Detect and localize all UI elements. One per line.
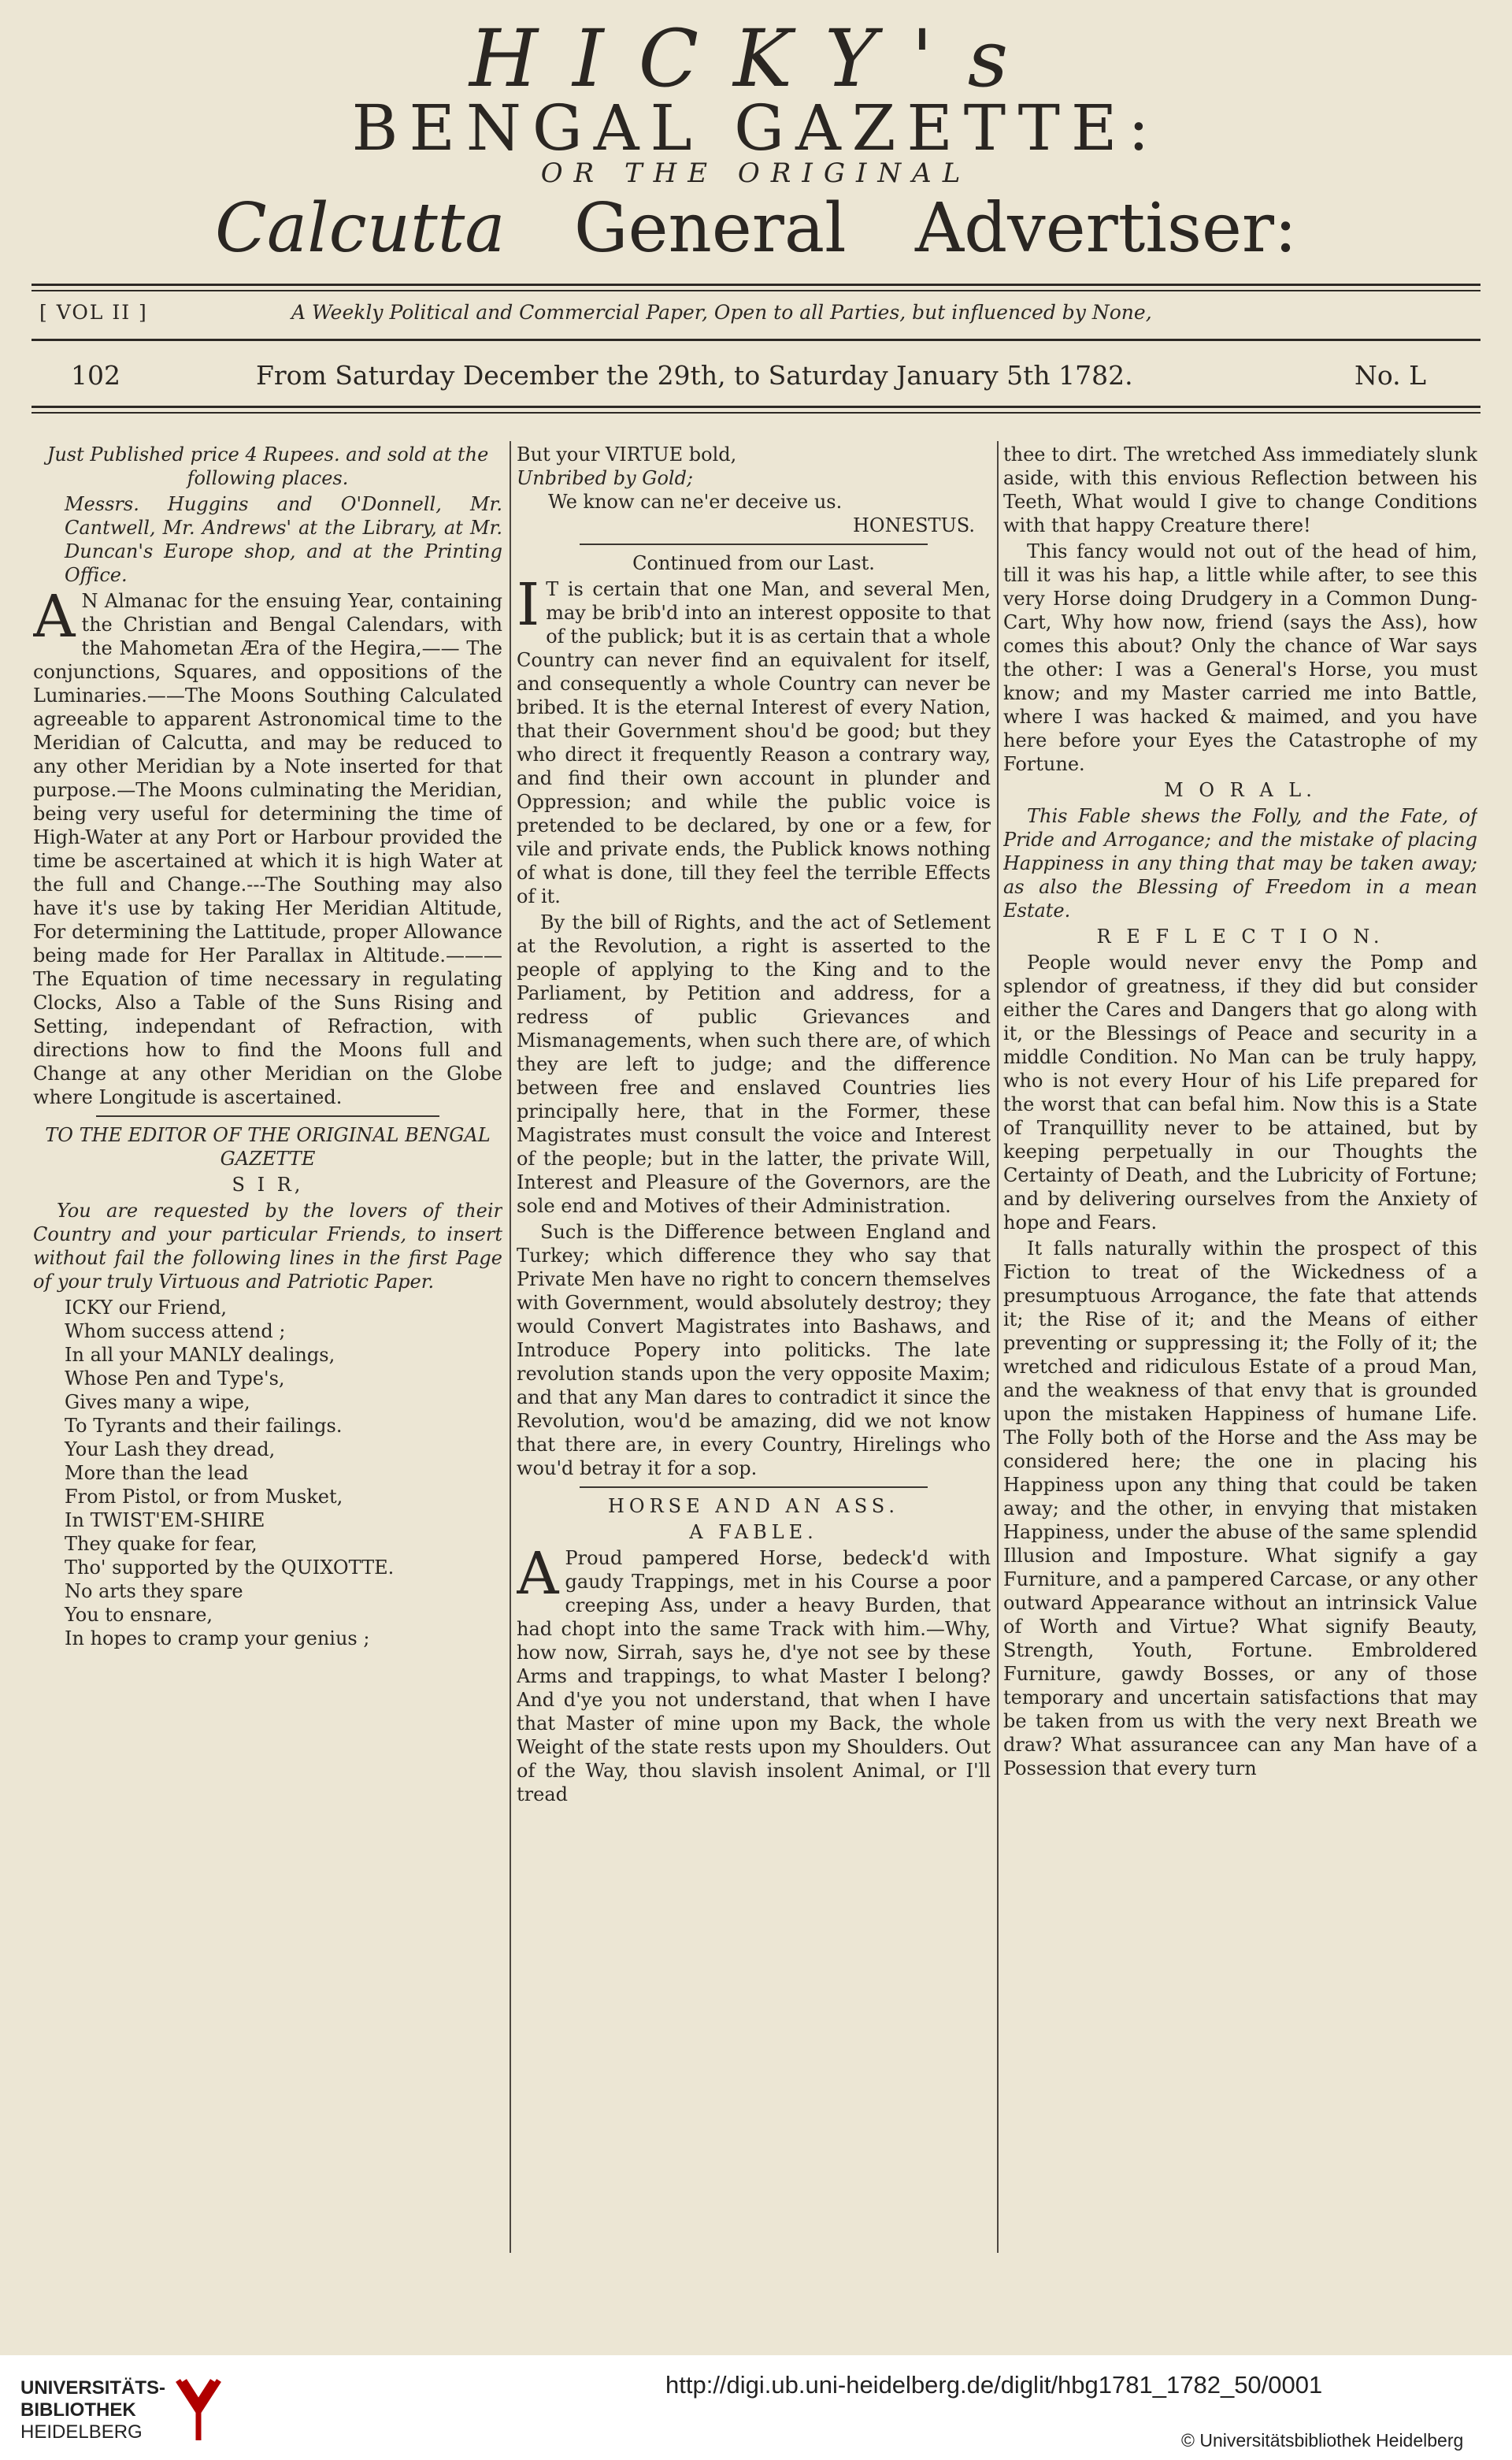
poem-line: They quake for fear,: [65, 1533, 258, 1555]
library-name: [20, 2377, 165, 2443]
almanac-ad-places: Messrs. Huggins and O'Donnell, Mr. Cantwell, Mr. Andrews' at the Library, at Mr. Duncan's Europe shop, and at the Printing Office.: [65, 493, 502, 586]
date-rule-bottom: [32, 406, 1480, 408]
date-row: [32, 356, 1480, 395]
almanac-ad-heading: Just Published price 4 Rupees. and sold at the following places.: [46, 443, 489, 489]
fable-title: HORSE AND AN ASS.: [608, 1495, 899, 1517]
date-rule-bottom-thin: [32, 412, 1480, 414]
masthead-general-advertiser: General Advertiser:: [573, 189, 1297, 268]
column-1-separator: [96, 1115, 439, 1117]
poem-line: You to ensnare,: [65, 1604, 213, 1626]
poem-line: More than the lead: [65, 1462, 249, 1484]
poem-line: Whose Pen and Type's,: [65, 1367, 285, 1390]
almanac-ad-body: [33, 583, 502, 1109]
column-2-separator: [580, 544, 928, 545]
masthead-subtitle-original: OR THE ORIGINAL: [540, 158, 972, 189]
masthead-rule-top: [32, 284, 1480, 286]
poem-line: No arts they spare: [65, 1580, 243, 1602]
column-2: [517, 443, 991, 2254]
library-name-line: HEIDELBERG: [20, 2421, 143, 2443]
almanac-ad-text: N Almanac for the ensuing Year, containing the Christian and Bengal Calendars, with the Mahometan Æra of the Hegira,—— The conjunctions, Squares, and oppositions of the Luminaries.——The Moons Southing Calculated agreeable to apparent Astronomical time to the Meridian of Calcutta, and may be reduced to any other Meridian by a Note inserted for that purpose.—The Moons culminating the Meridian, being very useful for determining the time of High-Water at any Port or Harbour provided the time be ascertained at which it is high Water at the full and Change.---The Southing may also have it's use by taking Her Meridian Altitude, For determining the Lattitude, proper Allowance being made for Her Parallax in Altitude.———The Equation of time necessary in regulating Clocks, Also a Table of the Suns Rising and Setting, independant of Refraction, with directions how to find the Moons full and Change at any other Meridian on the Globe where Longitude is ascertained.: [33, 590, 502, 1108]
fable-text: Proud pampered Horse, bedeck'd with gaudy Trappings, met in his Course a poor creeping Ass, under a heavy Burden, that had chopt into the same Track with him.—Why, how now, Sirrah, says he, d'ye not see by these Arms and trappings, to what Master I belong? And d'ye you not understand, that when I have that Master of mine upon my Back, the whole Weight of the state rests upon my Shoulders. Out of the Way, thou slavish insolent Animal, or I'll tread: [517, 1547, 991, 1805]
fable-paragraph-2: This fancy would not out of the head of him, till it was his hap, a little while after, to see this very Horse doing Drudgery in a Common Dung-Cart, Why how now, friend (says the Ass), how comes this about? Only the chance of War says the other: I was a General's Horse, you must know; and my Master carried me into Battle, where I was hacked & maimed, and you have here before your Eyes the Catastrophe of my Fortune.: [1003, 540, 1477, 775]
letter-signature: HONESTUS.: [852, 514, 975, 536]
reflection-heading: R E F L E C T I O N.: [1096, 926, 1384, 948]
digital-object-url[interactable]: http://digi.ub.uni-heidelberg.de/diglit/hbg1781_1782_50/0001: [665, 2371, 1323, 2399]
essay-paragraph-2: By the bill of Rights, and the act of Setlement at the Revolution, a right is asserted to the people of applying to the King and to the Parliament, by Petition and address, for a redress of public Grievances and Mismanagements, when such there are, of which they are left to judge; and the difference between free and enslaved Countries lies principally here, that in the Former, these Magistrates must consult the voice and Interest of the people; but in the latter, the private Will, Interest and Pleasure of the Governors, are the sole end and Motives of their Administration.: [517, 911, 991, 1217]
letter-heading: TO THE EDITOR OF THE ORIGINAL BENGAL GAZETTE: [45, 1124, 491, 1170]
masthead-title-bengal-gazette: BENGAL GAZETTE:: [351, 91, 1161, 165]
poem-line: Gives many a wipe,: [65, 1391, 250, 1413]
paper-tagline: A Weekly Political and Commercial Paper, Open to all Parties, but influenced by None,: [291, 301, 1152, 324]
volume-row: [32, 297, 1480, 328]
library-footer: [0, 2355, 1512, 2460]
verse-line: We know can ne'er deceive us.: [548, 491, 843, 513]
moral-text: This Fable shews the Folly, and the Fate, of Pride and Arrogance; and the mistake of placing Happiness in any thing that may be taken away; as also the Blessing of Freedom in a mean Estate.: [1003, 805, 1477, 922]
column-divider-1: [510, 441, 511, 2253]
library-name-line: BIBLIOTHEK: [20, 2399, 136, 2421]
poem-line: In hopes to cramp your genius ;: [65, 1627, 370, 1649]
masthead-title-calcutta: [0, 189, 1512, 268]
column-1: [33, 443, 502, 2254]
masthead-title-hickys: HICKY's: [469, 13, 1043, 105]
poem-line: To Tyrants and their failings.: [65, 1415, 343, 1437]
continued-note: Continued from our Last.: [632, 552, 875, 574]
volume-label: [ VOL II ]: [39, 301, 148, 324]
poem-line: Your Lash they dread,: [65, 1438, 276, 1460]
issue-date-range: From Saturday December the 29th, to Saturday January 5th 1782.: [256, 360, 1133, 391]
fable-body: [517, 1540, 991, 1806]
reflection-paragraph-1: People would never envy the Pomp and splendor of greatness, if they did but consider either the Cares and Dangers that go along with it, or the Blessings of Peace and security in a middle Condition. No Man can be truly happy, who is not every Hour of his Life prepared for the worst that can befal him. Now this is a State of Tranquillity never to be attained, but by keeping perpetually in our Thoughts the Certainty of Death, and the Lubricity of Fortune; and by delivering ourselves from the Anxiety of hope and Fears.: [1003, 952, 1477, 1234]
verse-continued: [517, 443, 991, 514]
essay-paragraph-1-text: T is certain that one Man, and several Men, may be brib'd into an interest opposite to that of the publick; but it is as certain that a whole Country can never find an equivalent for itself, and consequently a whole Country can never be bribed. It is the eternal Interest of every Nation, that their Government shou'd be good; but they who direct it frequently Reason a contrary way, and find their own account in plunder and Oppression; and while the public voice is pretended to be declared, by one or a few, for vile and private ends, the Publick knows nothing of what is done, till they feel the terrible Effects of it.: [517, 578, 991, 907]
poem: [33, 1296, 502, 1650]
copyright-notice: © Universitätsbibliothek Heidelberg: [1181, 2430, 1464, 2451]
essay-dropcap: I: [517, 571, 540, 639]
poem-line: ICKY our Friend,: [65, 1297, 228, 1319]
masthead-rule-top-thin: [32, 290, 1480, 291]
verse-line: Unbribed by Gold;: [517, 467, 694, 489]
fable-continued: thee to dirt. The wretched Ass immediately slunk aside, with this envious Reflection between his Teeth, What would I give to change Conditions with that happy Creature there!: [1003, 443, 1477, 536]
column-divider-2: [997, 441, 999, 2253]
vol-rule-bottom: [32, 339, 1480, 341]
column-3: [1003, 443, 1477, 2254]
poem-line: In TWIST'EM-SHIRE: [65, 1509, 265, 1531]
moral-heading: M O R A L.: [1164, 779, 1317, 801]
almanac-dropcap: A: [33, 583, 76, 651]
masthead-calcutta-word: Calcutta: [215, 189, 506, 268]
fable-dropcap: A: [517, 1540, 559, 1608]
poem-line: Whom success attend ;: [65, 1320, 286, 1342]
poem-line: In all your MANLY dealings,: [65, 1344, 335, 1366]
library-logo-icon: [175, 2377, 222, 2443]
reflection-paragraph-2: It falls naturally within the prospect of this Fiction to treat of the Wickedness of a presumptuous Arrogance, the fate that attends it; the Rise of it; and the Means of either preventing or suppressing it; the Folly of it; the wretched and ridiculous Estate of a proud Man, and the weakness of that envy that is grounded upon the mistaken Happiness of humane Life. The Folly both of the Horse and the Ass may be considered here; the one in placing his Happiness upon any thing that could be taken away; and the other, in envying that mistaken Happiness, under the abuse of the same splendid Illusion and Imposture. What signify a gay Furniture, and a pampered Carcase, or any other outward Appearance without an intrinsick Value of Worth and Virtue? What signify Beauty, Strength, Youth, Fortune. Embroldered Furniture, gawdy Bosses, or any of those temporary and uncertain satisfactions that may be taken from us with the very next Breath we draw? What assurancee can any Man have of a Possession that every turn: [1003, 1237, 1477, 1779]
verse-line: But your VIRTUE bold,: [517, 443, 737, 466]
essay-paragraph-3: Such is the Difference between England and Turkey; which difference they who say that Private Men have no right to concern themselves with Government, would absolutely destroy; they would Convert Magistrates into Bashaws, and Introduce Popery into politicks. The late revolution stands upon the very opposite Maxim; and that any Man dares to contradict it since the Revolution, wou'd be amazing, did we not know that there are, in every Country, Hirelings who wou'd betray it for a sop.: [517, 1221, 991, 1479]
poem-line: From Pistol, or from Musket,: [65, 1486, 343, 1508]
fable-separator: [580, 1486, 928, 1488]
letter-request: You are requested by the lovers of their Country and your particular Friends, to insert without fail the following lines in the first Page of your truly Virtuous and Patriotic Paper.: [33, 1200, 502, 1293]
library-name-line: UNIVERSITÄTS-: [20, 2377, 166, 2399]
poem-line: Tho' supported by the QUIXOTTE.: [65, 1557, 395, 1579]
fable-subtitle: A FABLE.: [689, 1521, 818, 1543]
essay-paragraph-1: [517, 571, 991, 908]
issue-number: No. L: [1354, 360, 1427, 391]
library-logo: [20, 2373, 225, 2443]
letter-salutation: S I R,: [232, 1174, 304, 1196]
page-number: 102: [71, 360, 120, 391]
